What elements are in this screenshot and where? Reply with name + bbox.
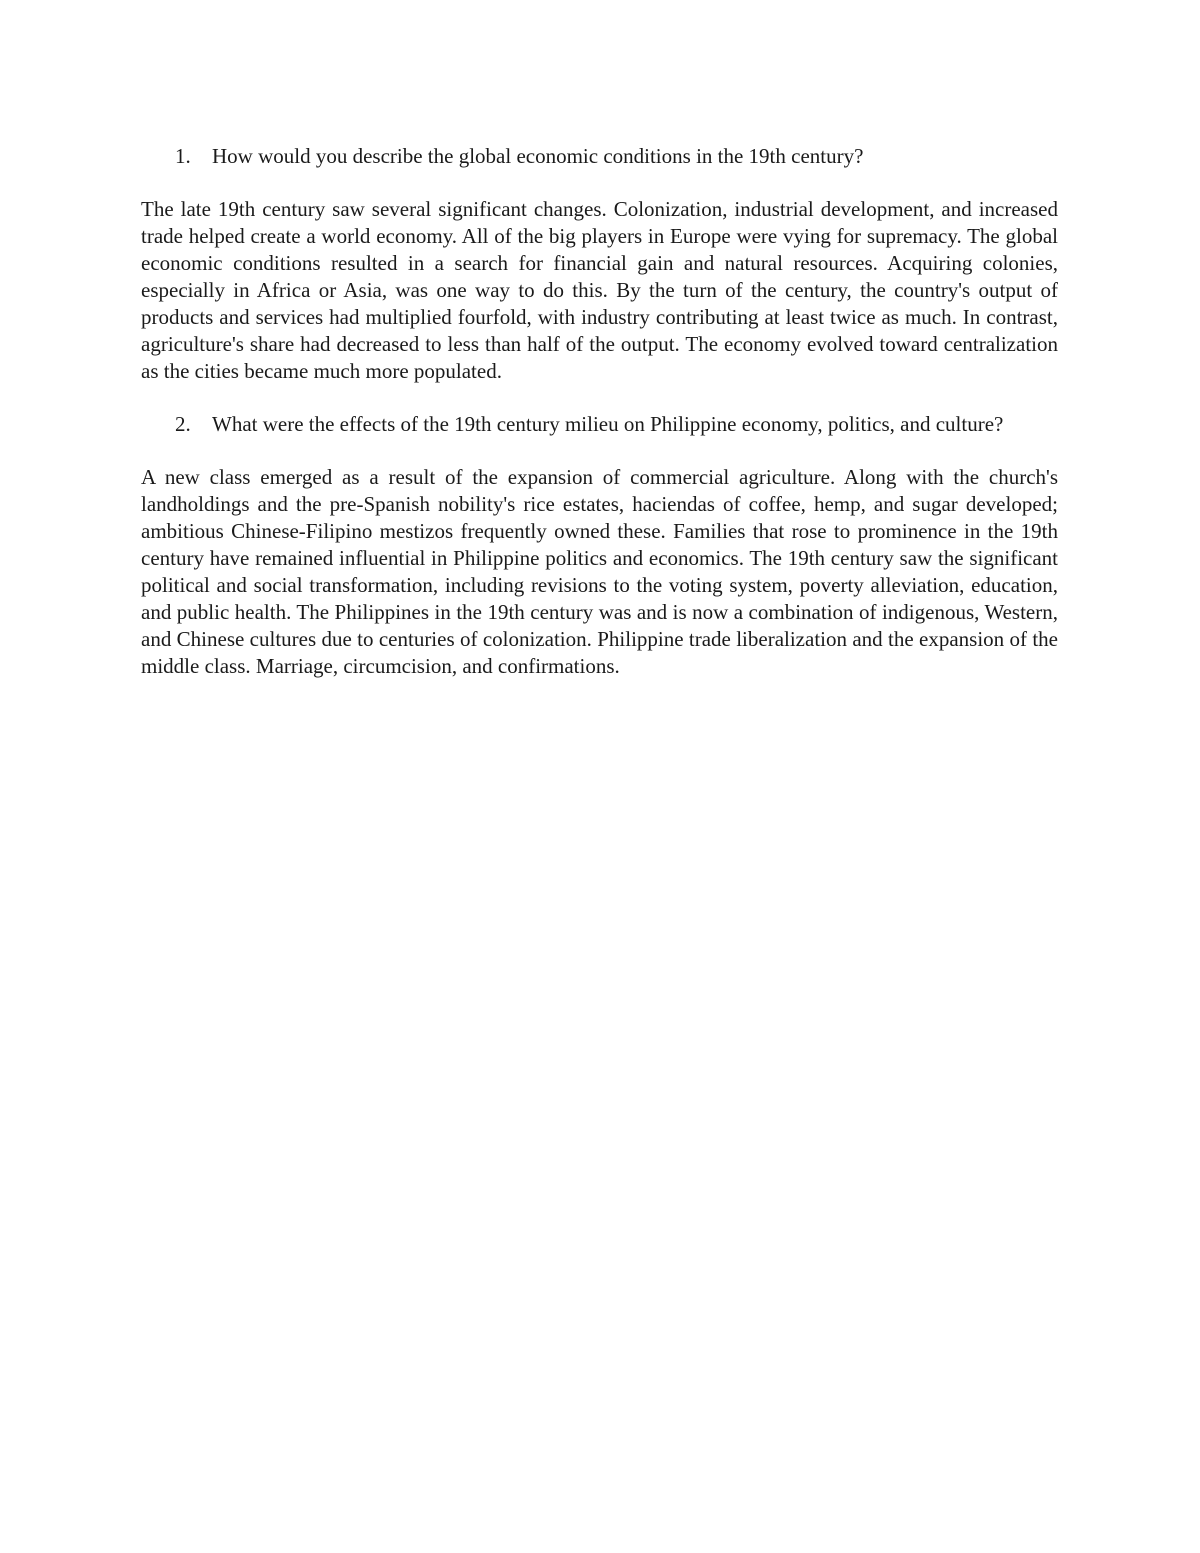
question-1-number: 1. (175, 144, 191, 168)
question-1 (141, 143, 1058, 170)
question-2 (141, 411, 1058, 438)
question-1-text: How would you describe the global economic conditions in the 19th century? (212, 144, 864, 168)
answer-1-paragraph: The late 19th century saw several significant changes. Colonization, industrial development, and increased trade helped create a world economy. All of the big players in Europe were vying for supremacy. The global economic conditions resulted in a search for financial gain and natural resources. Acquiring colonies, especially in Africa or Asia, was one way to do this. By the turn of the century, the country's output of products and services had multiplied fourfold, with industry contributing at least twice as much. In contrast, agriculture's share had decreased to less than half of the output. The economy evolved toward centralization as the cities became much more populated. (141, 197, 1058, 383)
question-2-number: 2. (175, 412, 191, 436)
question-2-text: What were the effects of the 19th century milieu on Philippine economy, politics, and culture? (212, 412, 1004, 436)
answer-2-paragraph: A new class emerged as a result of the expansion of commercial agriculture. Along with the church's landholdings and the pre-Spanish nobility's rice estates, haciendas of coffee, hemp, and sugar developed; ambitious Chinese-Filipino mestizos frequently owned these. Families that rose to prominence in the 19th century have remained influential in Philippine politics and economics. The 19th century saw the significant political and social transformation, including revisions to the voting system, poverty alleviation, education, and public health. The Philippines in the 19th century was and is now a combination of indigenous, Western, and Chinese cultures due to centuries of colonization. Philippine trade liberalization and the expansion of the middle class. Marriage, circumcision, and confirmations. (141, 465, 1058, 678)
document-body (141, 143, 1058, 680)
